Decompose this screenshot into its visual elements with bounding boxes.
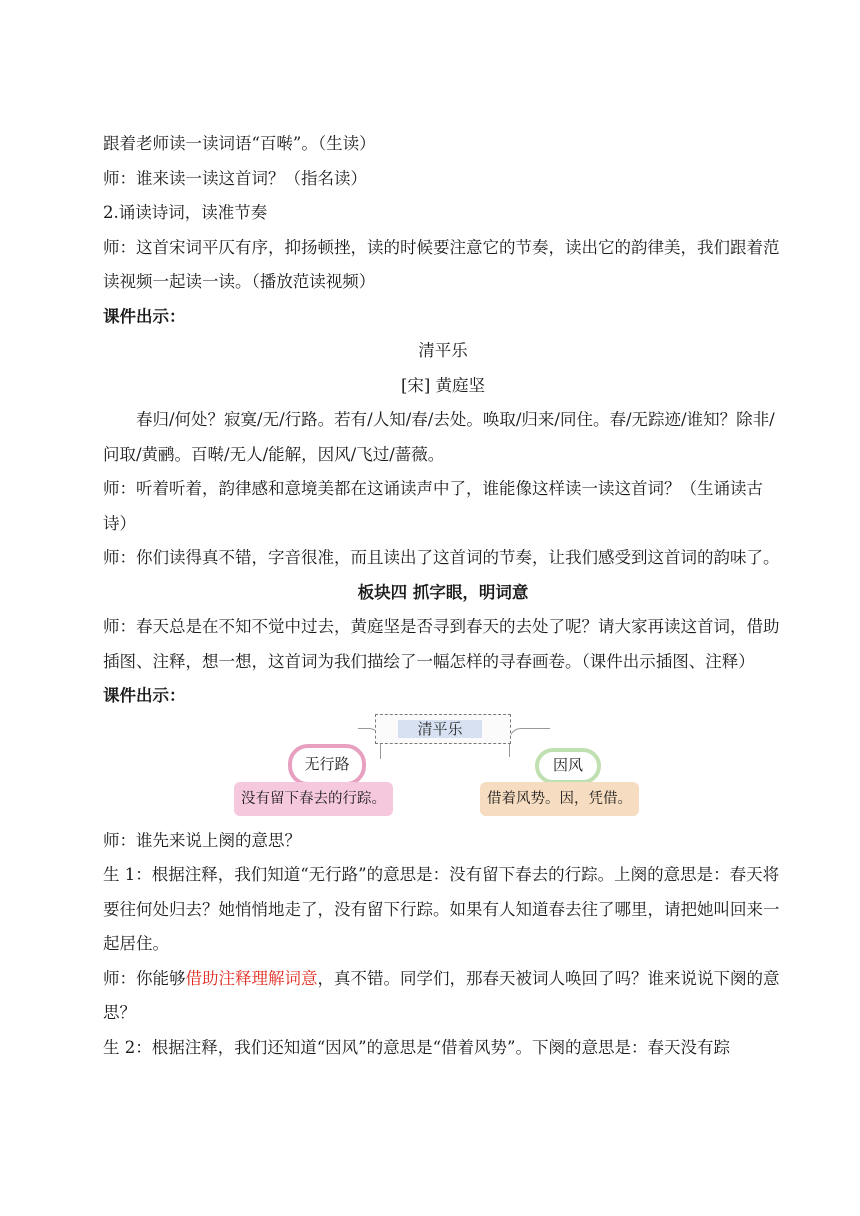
section-heading: 板块四 抓字眼，明词意 bbox=[357, 582, 529, 602]
term-yinfeng: 因风 bbox=[535, 748, 601, 784]
step-heading: 2.诵读诗词，读准节奏 bbox=[103, 203, 268, 222]
paragraph-line: 师：听着听着，韵律感和意境美都在这诵读声中了，谁能像这样读一读这首词？（生诵读古诗） bbox=[103, 479, 763, 533]
figure-title-frame bbox=[375, 714, 511, 744]
paragraph-line: 师：谁来读一读这首词？（指名读） bbox=[103, 168, 367, 188]
highlighted-phrase: 借助注释理解词意 bbox=[185, 968, 318, 988]
note-yinfeng: 借着风势。因，凭借。 bbox=[480, 782, 639, 816]
paragraph-line: 师：春天总是在不知不觉中过去，黄庭坚是否寻到春天的去处了呢？请大家再读这首词，借助插图、注释，想一想，这首词为我们描绘了一幅怎样的寻春画卷。（课件出示插图、注释） bbox=[103, 617, 780, 671]
paragraph-line: 师：这首宋词平仄有序，抑扬顿挫，读的时候要注意它的节奏，读出它的韵律美，我们跟着范读视频一起读一读。（播放范读视频） bbox=[103, 237, 780, 291]
paragraph-line: 生 1：根据注释，我们知道“无行路”的意思是：没有留下春去的行踪。上阕的意思是：春天将要往何处归去？她悄悄地走了，没有留下行踪。如果有人知道春去往了哪里，请把她叫回来一起居住。 bbox=[103, 865, 780, 953]
poem-title: 清平乐 bbox=[418, 341, 468, 360]
annotation-figure bbox=[103, 714, 783, 824]
figure-title: 清平乐 bbox=[398, 720, 482, 738]
text-run: ，真不错。同学们，那春天被词人唤回了吗？谁来说说下阕的意思？ bbox=[103, 968, 780, 1022]
poem-body: 春归/何处？寂寞/无/行路。若有/人知/春/去处。唤取/归来/同住。春/无踪迹/谁知？除非/问取/黄鹂。百啭/无人/能解，因风/飞过/蔷薇。 bbox=[103, 410, 775, 464]
term-wuxinglu: 无行路 bbox=[288, 744, 366, 786]
courseware-label: 课件出示： bbox=[103, 686, 186, 705]
document-page bbox=[103, 127, 783, 1065]
paragraph-line bbox=[103, 962, 783, 1031]
text-run: 师：你能够 bbox=[103, 968, 186, 988]
paragraph-line: 师：你们读得真不错，字音很准，而且读出了这首词的节奏，让我们感受到这首词的韵味了。 bbox=[103, 548, 780, 567]
paragraph-line: 跟着老师读一读词语“百啭”。（生读） bbox=[103, 134, 376, 153]
paragraph-line: 生 2：根据注释，我们还知道“因风”的意思是“借着风势”。下阕的意思是：春天没有踪 bbox=[103, 1037, 730, 1057]
note-wuxinglu: 没有留下春去的行踪。 bbox=[234, 782, 393, 816]
courseware-label: 课件出示： bbox=[103, 306, 186, 326]
poem-author: [宋] 黄庭坚 bbox=[400, 375, 486, 395]
paragraph-line: 师：谁先来说上阕的意思？ bbox=[103, 830, 301, 850]
